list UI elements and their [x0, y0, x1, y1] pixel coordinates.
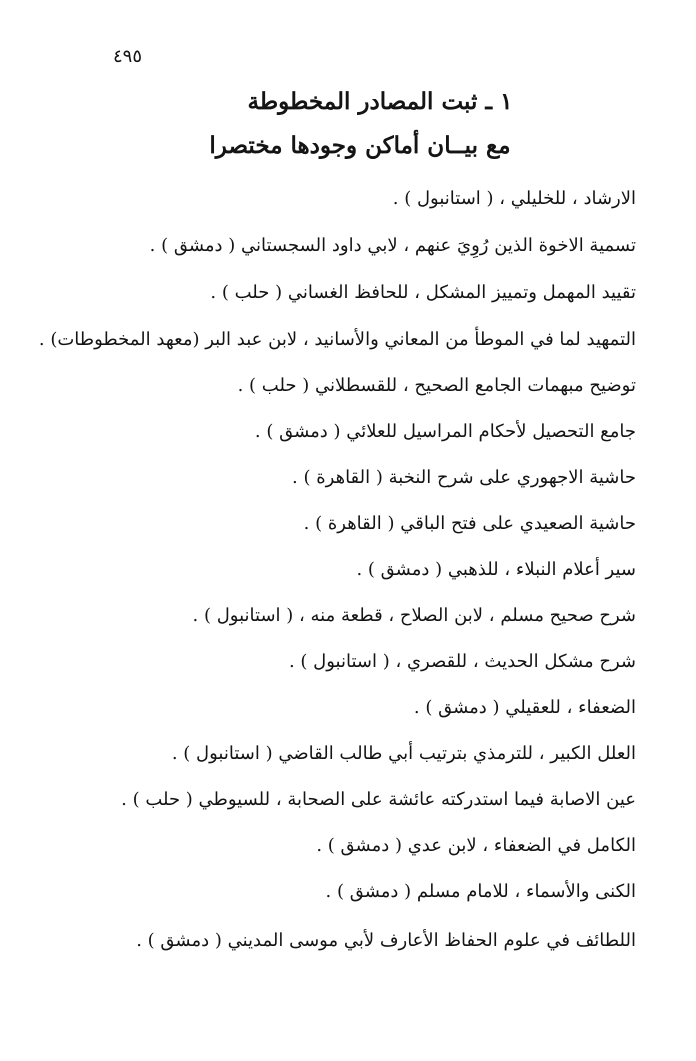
- list-item: الارشاد ، للخليلي ، ( استانبول ) .: [392, 188, 636, 209]
- list-item: العلل الكبير ، للترمذي بترتيب أبي طالب القاضي ( استانبول ) .: [171, 743, 636, 764]
- page-number: ٤٩٥: [113, 46, 143, 67]
- list-item: عين الاصابة فيما استدركته عائشة على الصحابة ، للسيوطي ( حلب ) .: [121, 789, 636, 810]
- list-item: شرح مشكل الحديث ، للقصري ، ( استانبول ) .: [288, 651, 636, 672]
- list-item: التمهيد لما في الموطأ من المعاني والأسانيد ، لابن عبد البر (معهد المخطوطات) .: [38, 329, 636, 350]
- list-item: تقييد المهمل وتمييز المشكل ، للحافظ الغساني ( حلب ) .: [210, 282, 636, 303]
- section-subtitle: مع بيــان أماكن وجودها مختصرا: [209, 132, 511, 159]
- list-item: حاشية الاجهوري على شرح النخبة ( القاهرة ) .: [292, 467, 636, 488]
- list-item: سير أعلام النبلاء ، للذهبي ( دمشق ) .: [356, 559, 636, 580]
- list-item: الكامل في الضعفاء ، لابن عدي ( دمشق ) .: [316, 835, 636, 856]
- list-item: اللطائف في علوم الحفاظ الأعارف لأبي موسى المديني ( دمشق ) .: [136, 930, 636, 951]
- list-item: توضيح مبهمات الجامع الصحيح ، للقسطلاني ( حلب ) .: [237, 375, 636, 396]
- list-item: تسمية الاخوة الذين رُوِيَ عنهم ، لابي داود السجستاني ( دمشق ) .: [149, 235, 636, 256]
- list-item: الضعفاء ، للعقيلي ( دمشق ) .: [413, 697, 636, 718]
- list-item: جامع التحصيل لأحكام المراسيل للعلائي ( دمشق ) .: [254, 421, 636, 442]
- section-title: ١ ـ ثبت المصادر المخطوطة: [247, 88, 513, 115]
- list-item: شرح صحيح مسلم ، لابن الصلاح ، قطعة منه ، ( استانبول ) .: [192, 605, 636, 626]
- list-item: الكنى والأسماء ، للامام مسلم ( دمشق ) .: [325, 881, 636, 902]
- list-item: حاشية الصعيدي على فتح الباقي ( القاهرة ) .: [303, 513, 636, 534]
